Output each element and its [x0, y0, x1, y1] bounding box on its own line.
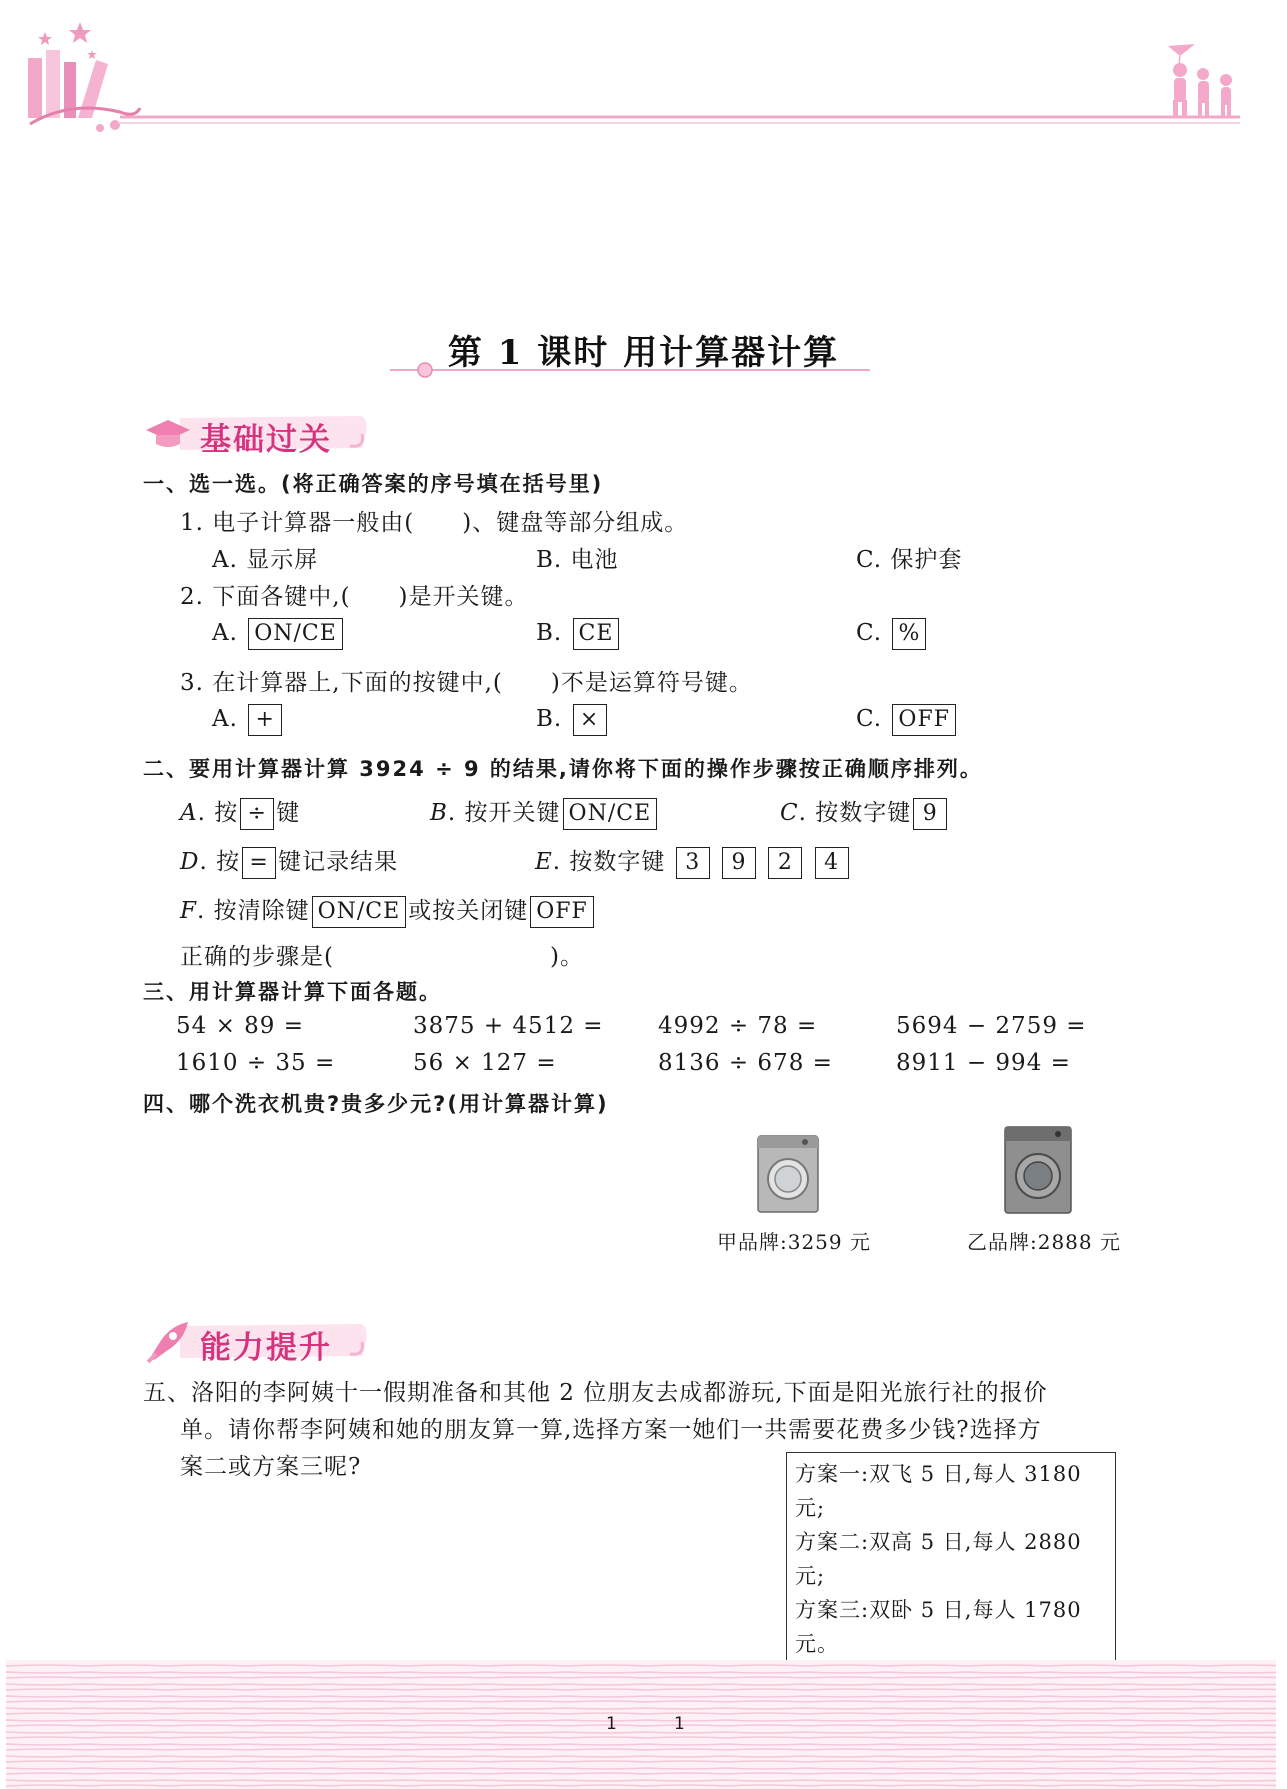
step-letter: B — [430, 800, 448, 826]
q2-step-f — [180, 892, 596, 928]
washing-machine-a-icon — [755, 1133, 821, 1215]
q2-step-a — [180, 794, 300, 830]
q3-problem: 1610 ÷ 35 = — [176, 1050, 336, 1076]
plan-item: 方案一:双飞 5 日,每人 3180 元; — [795, 1462, 1082, 1520]
step-letter: C — [780, 800, 799, 826]
step-text: . 按数字键 — [798, 800, 912, 826]
q1-item1-option-a: A. 显示屏 — [212, 547, 319, 573]
digit-9-key: 9 — [913, 798, 947, 830]
price-list-box — [786, 1452, 1116, 1666]
step-text: . 按开关键 — [447, 800, 561, 826]
step-text: . 按 — [199, 849, 241, 875]
q2-header: 二、要用计算器计算 3924 ÷ 9 的结果,请你将下面的操作步骤按正确顺序排列。 — [143, 757, 983, 781]
section-banner-basic — [140, 408, 370, 458]
equals-key: = — [242, 847, 276, 879]
section-title-ability: 能力提升 — [200, 1330, 332, 1366]
q3-problem: 54 × 89 = — [176, 1013, 305, 1039]
multiply-key: × — [573, 704, 607, 736]
q1-item3-option-a — [212, 704, 284, 736]
q4-header: 四、哪个洗衣机贵?贵多少元?(用计算器计算) — [143, 1092, 609, 1116]
option-letter: C. — [856, 620, 883, 646]
option-letter: C. — [856, 706, 883, 732]
digit-key: 3 — [676, 847, 710, 879]
step-letter: D — [180, 849, 200, 875]
q5-text-line2: 单。请你帮李阿姨和她的朋友算一算,选择方案一她们一共需要花费多少钱?选择方 — [180, 1417, 1042, 1443]
step-text: . 按数字键 — [552, 849, 666, 875]
q5-text-line3: 案二或方案三呢? — [180, 1454, 362, 1480]
washing-machine-b-icon — [1002, 1124, 1074, 1216]
step-text: 键 — [276, 800, 301, 826]
q2-step-c — [780, 794, 949, 830]
q1-item1-stem: 1. 电子计算器一般由( )、键盘等部分组成。 — [180, 510, 689, 536]
step-text: 键记录结果 — [278, 849, 399, 875]
option-letter: B. — [536, 620, 563, 646]
header-decoration — [0, 0, 1287, 140]
q1-item1-option-b: B. 电池 — [536, 547, 619, 573]
q3-problem: 4992 ÷ 78 = — [658, 1013, 818, 1039]
machine-a-price: 甲品牌:3259 元 — [717, 1230, 871, 1254]
q2-step-b — [430, 794, 659, 830]
page-number: 1 — [606, 1714, 617, 1734]
q3-problem: 8136 ÷ 678 = — [658, 1050, 833, 1076]
plan-item: 方案二:双高 5 日,每人 2880 元; — [795, 1530, 1082, 1588]
plan-item: 方案三:双卧 5 日,每人 1780 元。 — [795, 1598, 1082, 1656]
step-letter: F — [180, 898, 197, 924]
digit-key: 9 — [722, 847, 756, 879]
q1-item3-option-b — [536, 704, 609, 736]
q2-step-e — [535, 843, 851, 879]
q1-item3-stem: 3. 在计算器上,下面的按键中,( )不是运算符号键。 — [180, 670, 753, 696]
digit-key: 2 — [768, 847, 802, 879]
q1-item2-stem: 2. 下面各键中,( )是开关键。 — [180, 584, 529, 610]
option-letter: A. — [212, 706, 238, 732]
digit-key: 4 — [815, 847, 849, 879]
q1-item2-option-c — [856, 618, 928, 650]
ce-key: CE — [573, 618, 620, 650]
plus-key: + — [248, 704, 282, 736]
q3-problem: 3875 + 4512 = — [413, 1013, 604, 1039]
q1-header: 一、选一选。(将正确答案的序号填在括号里) — [143, 472, 604, 496]
off-key: OFF — [530, 896, 594, 928]
percent-key: % — [892, 618, 926, 650]
section-title-basic: 基础过关 — [200, 422, 332, 458]
section-banner-ability — [140, 1316, 370, 1366]
footer-stripes — [6, 1660, 1276, 1789]
page-number: 1 — [674, 1714, 685, 1734]
step-text: . 按清除键 — [196, 898, 310, 924]
machine-b-price: 乙品牌:2888 元 — [967, 1230, 1121, 1254]
q3-header: 三、用计算器计算下面各题。 — [143, 980, 442, 1004]
q2-step-d — [180, 843, 398, 879]
q3-problem: 5694 − 2759 = — [896, 1013, 1087, 1039]
option-letter: B. — [536, 706, 563, 732]
q1-item1-option-c: C. 保护套 — [856, 547, 963, 573]
on-ce-key: ON/CE — [563, 798, 658, 830]
books-logo-icon — [28, 50, 140, 132]
on-ce-key: ON/CE — [248, 618, 343, 650]
step-text: 或按关闭键 — [408, 898, 529, 924]
q5-text-line1: 五、洛阳的李阿姨十一假期准备和其他 2 位朋友去成都游玩,下面是阳光旅行社的报价 — [143, 1380, 1048, 1406]
q1-item2-option-a — [212, 618, 345, 650]
off-key: OFF — [892, 704, 956, 736]
step-text: . 按 — [197, 800, 239, 826]
divide-key: ÷ — [240, 798, 274, 830]
step-letter: A — [180, 800, 198, 826]
q1-item2-option-b — [536, 618, 621, 650]
q3-problem: 56 × 127 = — [413, 1050, 557, 1076]
option-letter: A. — [212, 620, 238, 646]
step-letter: E — [535, 849, 553, 875]
page-title: 第 1 课时 用计算器计算 — [447, 333, 840, 373]
q1-item3-option-c — [856, 704, 958, 736]
title-underline — [380, 360, 880, 380]
q2-answer-line: 正确的步骤是( )。 — [180, 944, 584, 970]
q3-problem: 8911 − 994 = — [896, 1050, 1071, 1076]
on-ce-key: ON/CE — [312, 896, 407, 928]
